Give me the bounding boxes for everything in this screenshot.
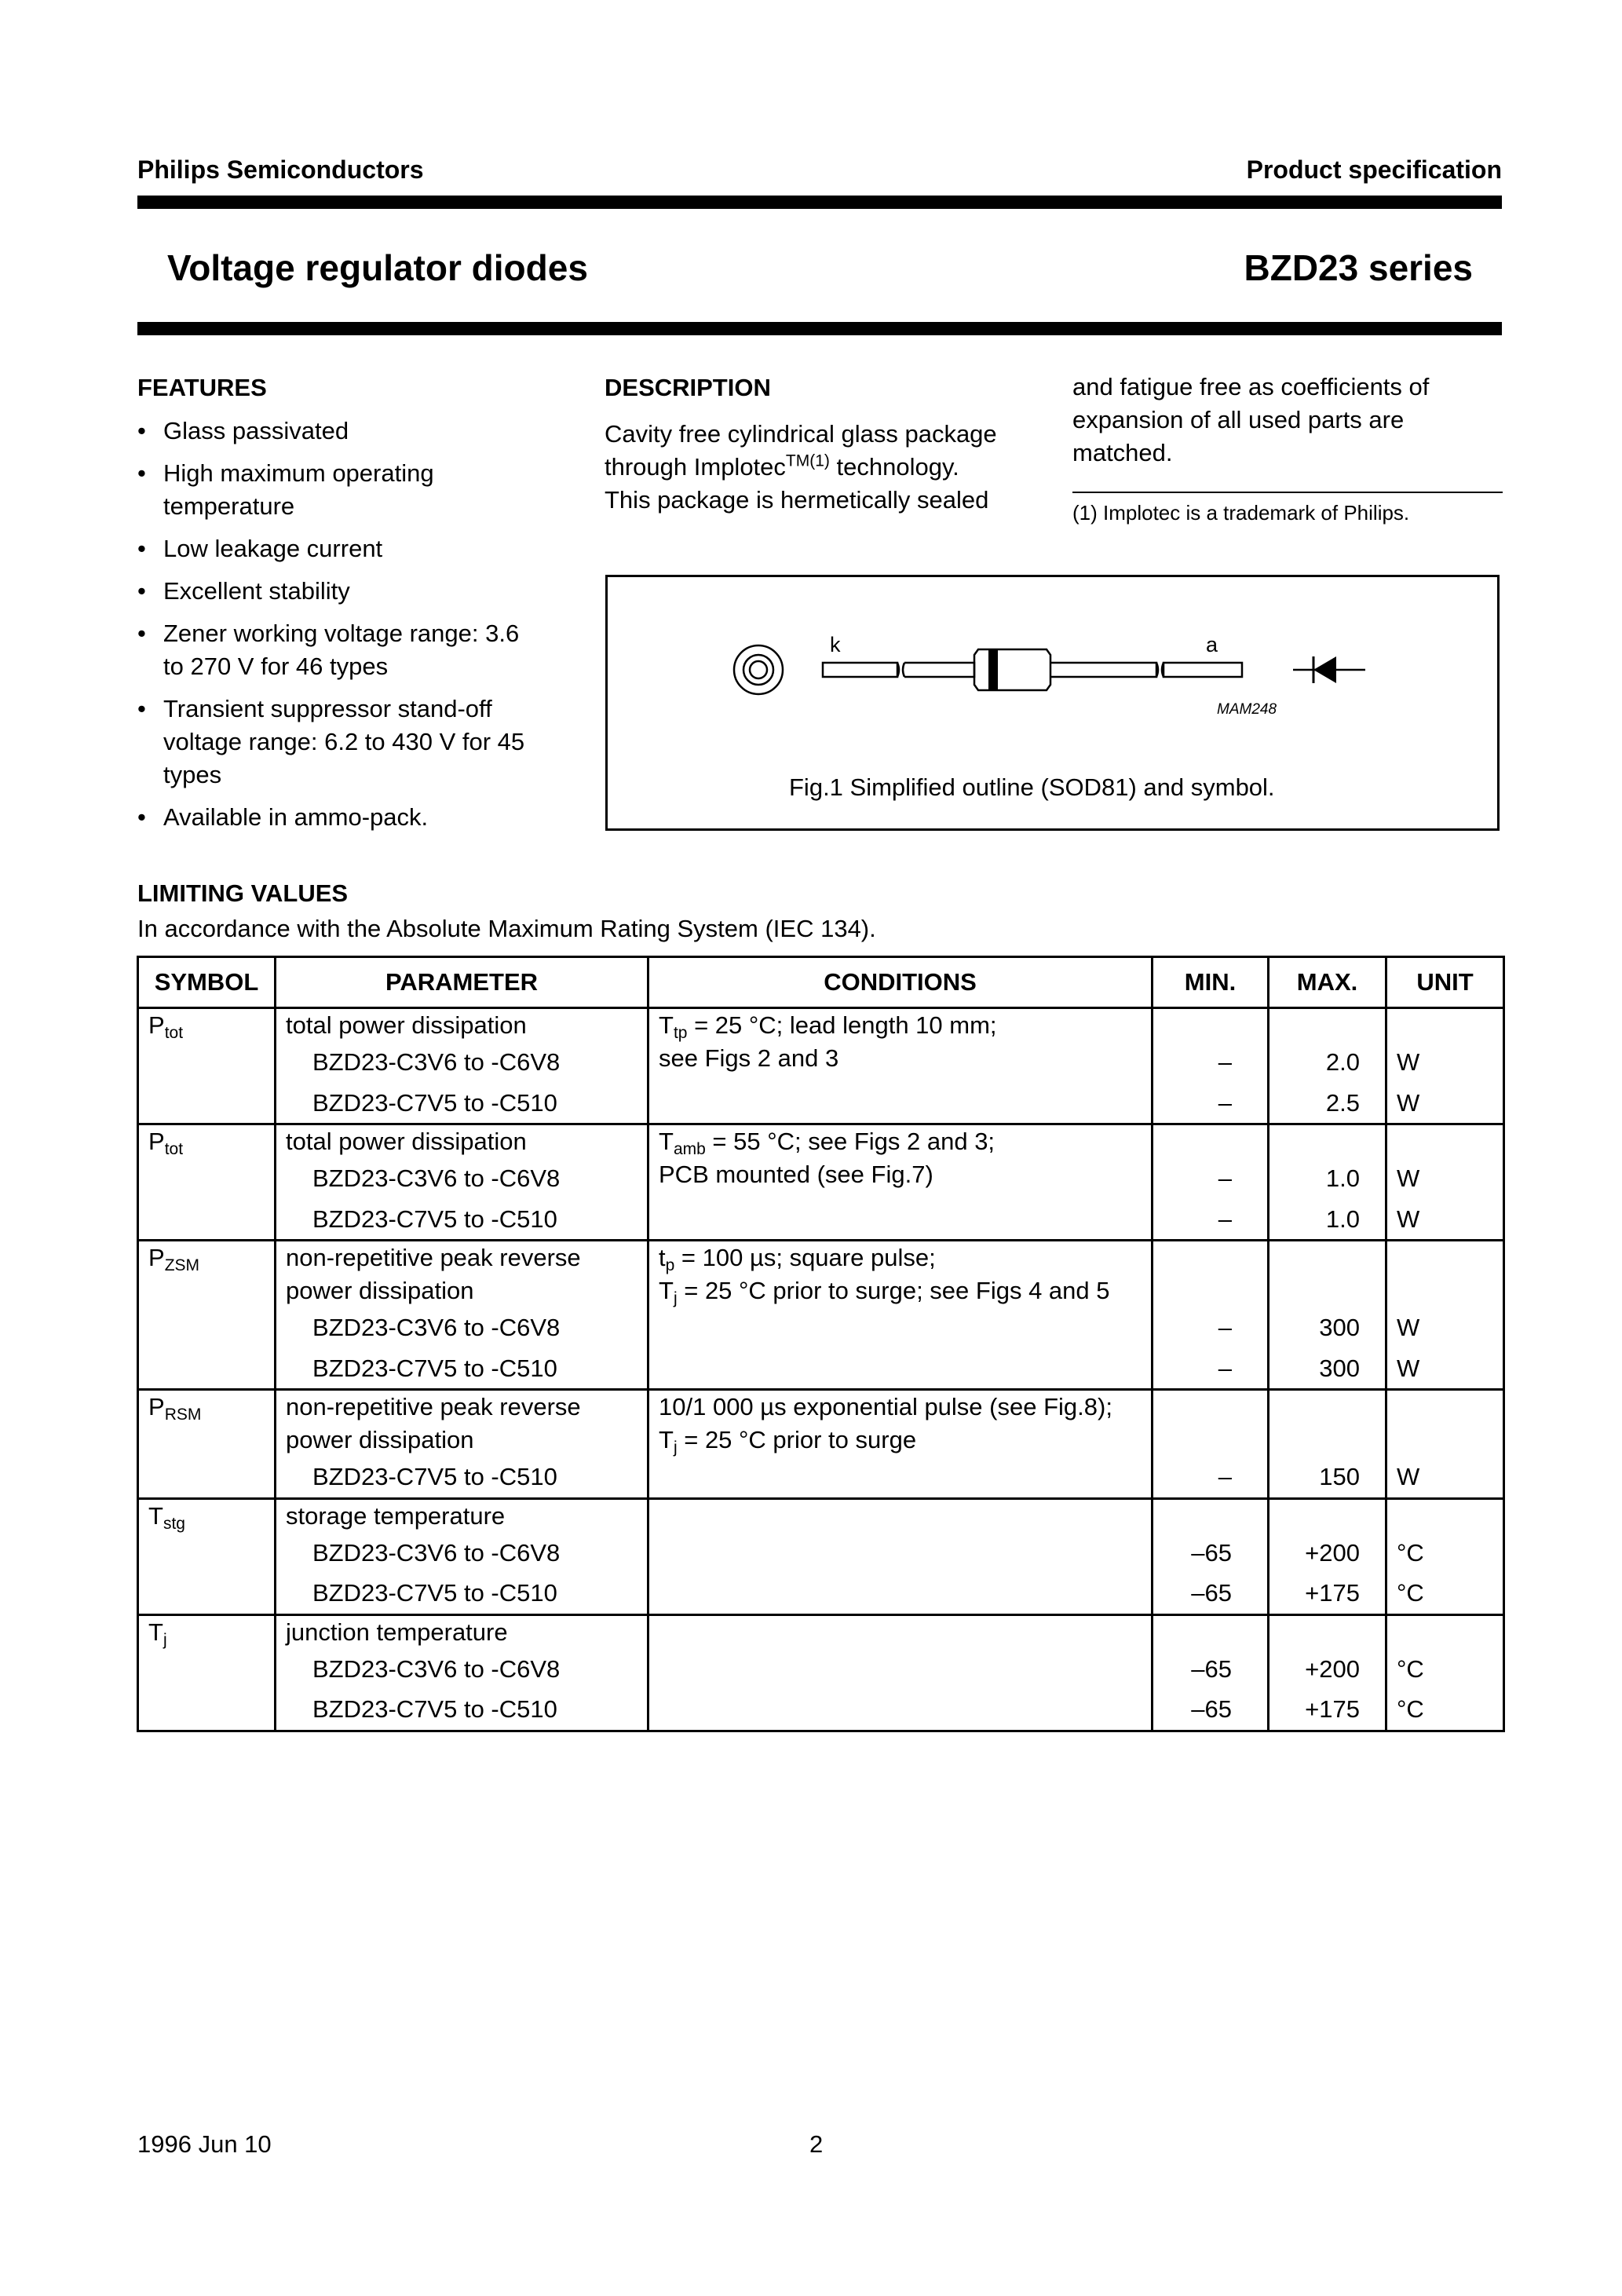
anode-label: a: [1206, 633, 1218, 656]
lead-k-segment: [823, 663, 897, 677]
header-max: MAX.: [1269, 957, 1386, 1008]
features-heading: FEATURES: [137, 374, 267, 401]
footnote-divider: [1072, 492, 1503, 493]
feature-item: • Low leakage current: [137, 532, 546, 565]
cell-conditions: [648, 1498, 1153, 1614]
description-heading: DESCRIPTION: [605, 374, 771, 401]
end-view-inner-circle: [750, 661, 767, 678]
cell-symbol: $P_{ZSM}$: [138, 1241, 276, 1390]
cell-unit: W W: [1386, 1124, 1504, 1241]
lead-k-stub: [904, 663, 974, 677]
company-name: Philips Semiconductors: [137, 155, 424, 184]
figure-caption: Fig.1 Simplified outline (SOD81) and symbol.: [789, 773, 1275, 801]
cell-conditions: $T_{amb} = 55$ °C; see Figs 2 and 3; PCB mounted (see Fig.7): [648, 1124, 1153, 1241]
table-row: [138, 1241, 1504, 1390]
cell-max: 150: [1269, 1390, 1386, 1499]
cell-max: +200 +175: [1269, 1498, 1386, 1614]
cell-symbol: $T_{stg}$: [138, 1498, 276, 1614]
cell-max: 300 300: [1269, 1241, 1386, 1390]
cell-unit: W W: [1386, 1008, 1504, 1124]
table-header-row: [138, 957, 1504, 1008]
cell-symbol: $P_{tot}$: [138, 1008, 276, 1124]
cell-conditions: $t_p = 100$ µs; square pulse; $T_j = 25$ °C prior to surge; see Figs 4 and 5: [648, 1241, 1153, 1390]
header-parameter: PARAMETER: [276, 957, 648, 1008]
diode-body: [974, 649, 1050, 690]
description-text: [605, 418, 1044, 517]
page-number: 2: [809, 2130, 824, 2158]
cell-min: –: [1153, 1390, 1269, 1499]
header-symbol: SYMBOL: [138, 957, 276, 1008]
cell-parameter: total power dissipation BZD23-C3V6 to -C6V8 BZD23-C7V5 to -C510: [276, 1124, 648, 1241]
cell-parameter: non-repetitive peak reverse power dissipation BZD23-C3V6 to -C6V8 BZD23-C7V5 to -C510: [276, 1241, 648, 1390]
end-view-outer-circle: [734, 645, 783, 694]
cell-unit: W W: [1386, 1241, 1504, 1390]
header-rule-top: [137, 196, 1502, 209]
footnote: (1) Implotec is a trademark of Philips.: [1072, 501, 1410, 525]
document-type: Product specification: [1246, 155, 1502, 184]
figure-code: MAM248: [1217, 701, 1277, 718]
cell-max: 2.0 2.5: [1269, 1008, 1386, 1124]
cell-conditions: 10/1 000 µs exponential pulse (see Fig.8); $T_j = 25$ °C prior to surge: [648, 1390, 1153, 1499]
cathode-label: k: [830, 633, 841, 656]
header-rule-bottom: [137, 322, 1502, 335]
cell-parameter: junction temperature BZD23-C3V6 to -C6V8 BZD23-C7V5 to -C510: [276, 1614, 648, 1731]
table-row: [138, 1008, 1504, 1124]
cell-min: –65 –65: [1153, 1614, 1269, 1731]
diode-symbol-icon: [1293, 656, 1365, 683]
table-row: [138, 1498, 1504, 1614]
cell-unit: °C °C: [1386, 1614, 1504, 1731]
description-line: and fatigue free as coefficients of: [1072, 373, 1430, 400]
limiting-values-heading: LIMITING VALUES: [137, 879, 349, 907]
feature-item: • Glass passivated: [137, 415, 546, 448]
trademark-superscript: TM(1): [785, 452, 830, 470]
description-line: This package is hermetically sealed: [605, 486, 989, 514]
cell-conditions: [648, 1614, 1153, 1731]
feature-item: • High maximum operating temperature: [137, 457, 546, 523]
cell-parameter: non-repetitive peak reverse power dissipation BZD23-C7V5 to -C510: [276, 1390, 648, 1499]
cell-symbol: $P_{tot}$: [138, 1124, 276, 1241]
limiting-values-table: [137, 956, 1505, 1732]
cell-unit: W: [1386, 1390, 1504, 1499]
description-line: through Implotec$^{TM(1)}$ technology.: [605, 452, 959, 481]
cell-min: –65 –65: [1153, 1498, 1269, 1614]
cathode-band: [988, 649, 998, 690]
description-continued: [1072, 371, 1512, 470]
cell-min: – –: [1153, 1124, 1269, 1241]
end-view-middle-circle: [743, 655, 773, 685]
cell-symbol: $P_{RSM}$: [138, 1390, 276, 1499]
cell-parameter: storage temperature BZD23-C3V6 to -C6V8 BZD23-C7V5 to -C510: [276, 1498, 648, 1614]
feature-item: • Available in ammo-pack.: [137, 801, 546, 834]
limiting-values-intro: In accordance with the Absolute Maximum Rating System (IEC 134).: [137, 915, 876, 942]
table-row: [138, 1390, 1504, 1499]
lead-a-stub: [1050, 663, 1156, 677]
feature-item: • Zener working voltage range: 3.6 to 270 V for 46 types: [137, 617, 546, 683]
header-min: MIN.: [1153, 957, 1269, 1008]
cell-max: 1.0 1.0: [1269, 1124, 1386, 1241]
cell-unit: °C °C: [1386, 1498, 1504, 1614]
cell-parameter: total power dissipation BZD23-C3V6 to -C6V8 BZD23-C7V5 to -C510: [276, 1008, 648, 1124]
cell-conditions: $T_{tp} = 25$ °C; lead length 10 mm; see Figs 2 and 3: [648, 1008, 1153, 1124]
description-line: matched.: [1072, 439, 1173, 466]
features-list: [137, 415, 546, 843]
cell-max: +200 +175: [1269, 1614, 1386, 1731]
cell-min: – –: [1153, 1241, 1269, 1390]
description-line: expansion of all used parts are: [1072, 406, 1405, 433]
feature-item: • Excellent stability: [137, 575, 546, 608]
header-conditions: CONDITIONS: [648, 957, 1153, 1008]
series-name: BZD23 series: [1244, 247, 1473, 288]
cell-symbol: $T_j$: [138, 1614, 276, 1731]
description-line: Cavity free cylindrical glass package: [605, 420, 997, 448]
feature-item: • Transient suppressor stand-off voltage range: 6.2 to 430 V for 45 types: [137, 693, 546, 792]
lead-a-segment: [1164, 663, 1242, 677]
header-unit: UNIT: [1386, 957, 1504, 1008]
table-row: [138, 1614, 1504, 1731]
table-row: [138, 1124, 1504, 1241]
publication-date: 1996 Jun 10: [137, 2130, 272, 2158]
cell-min: – –: [1153, 1008, 1269, 1124]
page-title: Voltage regulator diodes: [167, 247, 588, 288]
